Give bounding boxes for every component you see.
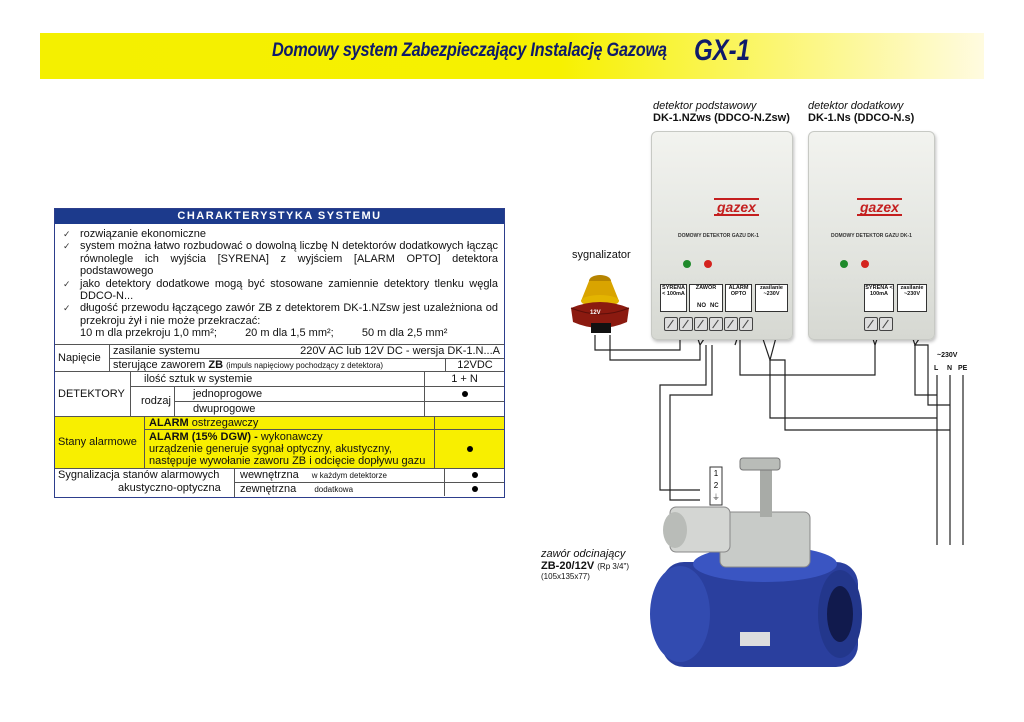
sygn-external-note: dodatkowa — [314, 484, 354, 494]
shutoff-valve — [650, 452, 865, 677]
main-detector — [651, 131, 793, 340]
main-term-zasilanie: zasilanie ~230V — [755, 284, 788, 312]
svg-text:2: 2 — [713, 481, 719, 490]
sygn-internal-note: w każdym detektorze — [311, 470, 387, 480]
signaller-label: sygnalizator — [572, 249, 631, 261]
extra-term-zasilanie: zasilanie ~230V — [897, 284, 927, 312]
led-red-icon — [704, 260, 712, 268]
valve-caption: zawór odcinający ZB-20/12V (Rp 3/4") (105x135x77) — [541, 548, 630, 581]
napiecie-valve-value: 12VDC — [457, 358, 493, 371]
extra-detector-caption: detektor dodatkowy DK-1.Ns (DDCO-N.s) — [808, 100, 915, 124]
alarm2-line3: następuje wywołanie zaworu ZB i odcięcie dopływu gazu — [149, 454, 426, 467]
extra-term-syrena: SYRENA < 100mA — [864, 284, 894, 312]
alarm2-rest: wykonawczy — [260, 430, 323, 443]
mains-label: ~230V — [937, 352, 958, 359]
alarm2-bold: ALARM (15% DGW) - — [149, 430, 258, 443]
sygn-internal: wewnętrzna — [240, 468, 299, 481]
main-detector-caption: detektor podstawowy DK-1.NZws (DDCO-N.Zsw) — [653, 100, 790, 124]
signaller-voltage: 12V — [590, 310, 601, 316]
main-no-label: NO — [697, 303, 706, 309]
mains-l: L — [934, 365, 939, 372]
extra-detector — [808, 131, 935, 340]
alarm1-rest: ostrzegawczy — [191, 416, 259, 429]
feature-item: ✓ jako detektory dodatkowe mogą być stosowane zamiennie detektory tlenku węgla DDCO-N... — [63, 278, 498, 303]
svg-text:⏚: ⏚ — [712, 493, 720, 502]
extra-terminal-screws — [864, 317, 894, 331]
rodzaj-label: rodzaj — [131, 387, 175, 416]
led-red-icon — [861, 260, 869, 268]
napiecie-valve-note: (impuls napięciowy pochodzący z detektora) — [226, 360, 384, 370]
title-text: Domowy system Zabezpieczający Instalację Gazową — [272, 40, 667, 61]
extra-detector-logo: gazex — [857, 198, 902, 216]
main-term-alarm: ALARM OPTO — [725, 284, 752, 312]
alarm1-bold: ALARM — [149, 416, 189, 429]
main-detector-plate: DOMOWY DETEKTOR GAZU DK-1 — [678, 233, 759, 239]
signaller — [565, 266, 635, 346]
led-green-icon — [683, 260, 691, 268]
main-terminal-screws — [664, 317, 754, 331]
sygn-label-1: Sygnalizacja stanów alarmowych — [58, 468, 220, 481]
detektory-count-value: 1 + N — [451, 372, 478, 385]
feature-item: ✓ długość przewodu łączącego zawór ZB z detektorem DK-1.NZsw jest uzależniona od przekroju żył i nie może przekraczać: — [63, 302, 498, 327]
svg-text:1: 1 — [713, 469, 719, 478]
model-name: GX-1 — [694, 34, 751, 67]
napiecie-valve-label: sterujące zaworem — [113, 358, 206, 371]
napiecie-label: Napięcie — [55, 345, 110, 371]
main-nc-label: NC — [710, 303, 719, 309]
sygn-label-2: akustyczno-optyczna — [118, 481, 221, 494]
main-detector-logo: gazex — [714, 198, 759, 216]
feature-item: ✓ system można łatwo rozbudować o dowolną liczbę N detektorów dodatkowych łącząc równolegle ich wyjścia [SYRENA] z wyjściem [ALARM OPTO] detektora podstawowego — [63, 240, 498, 277]
napiecie-supply-label: zasilanie systemu — [113, 344, 200, 357]
length-a: 10 m dla przekroju 1,0 mm²; — [80, 327, 217, 340]
detektory-count-label: ilość sztuk w systemie — [131, 372, 425, 386]
main-term-syrena: SYRENA < 100mA — [660, 284, 687, 312]
napiecie-supply-value: 220V AC lub 12V DC - wersja DK-1.N...A — [300, 344, 500, 357]
feature-item: ✓ rozwiązanie ekonomiczne — [63, 228, 498, 240]
type-dual: dwuprogowe — [175, 402, 425, 416]
alarm2-line2: urządzenie generuje sygnał optyczny, akustyczny, — [149, 442, 392, 455]
main-term-zawor: ZAWÓR — [689, 284, 723, 312]
mains-n: N — [947, 365, 953, 372]
type-single: jednoprogowe — [175, 387, 425, 401]
length-b: 20 m dla 1,5 mm²; — [245, 327, 334, 340]
length-c: 50 m dla 2,5 mm² — [361, 327, 448, 340]
led-green-icon — [840, 260, 848, 268]
mains-pe: PE — [958, 365, 968, 372]
table-heading: CHARAKTERYSTYKA SYSTEMU — [55, 209, 504, 224]
extra-detector-plate: DOMOWY DETEKTOR GAZU DK-1 — [831, 233, 912, 239]
stany-label: Stany alarmowe — [55, 417, 145, 468]
sygn-external: zewnętrzna — [240, 482, 297, 495]
detektory-label: DETEKTORY — [55, 372, 131, 416]
napiecie-valve-zb: ZB — [208, 358, 224, 371]
